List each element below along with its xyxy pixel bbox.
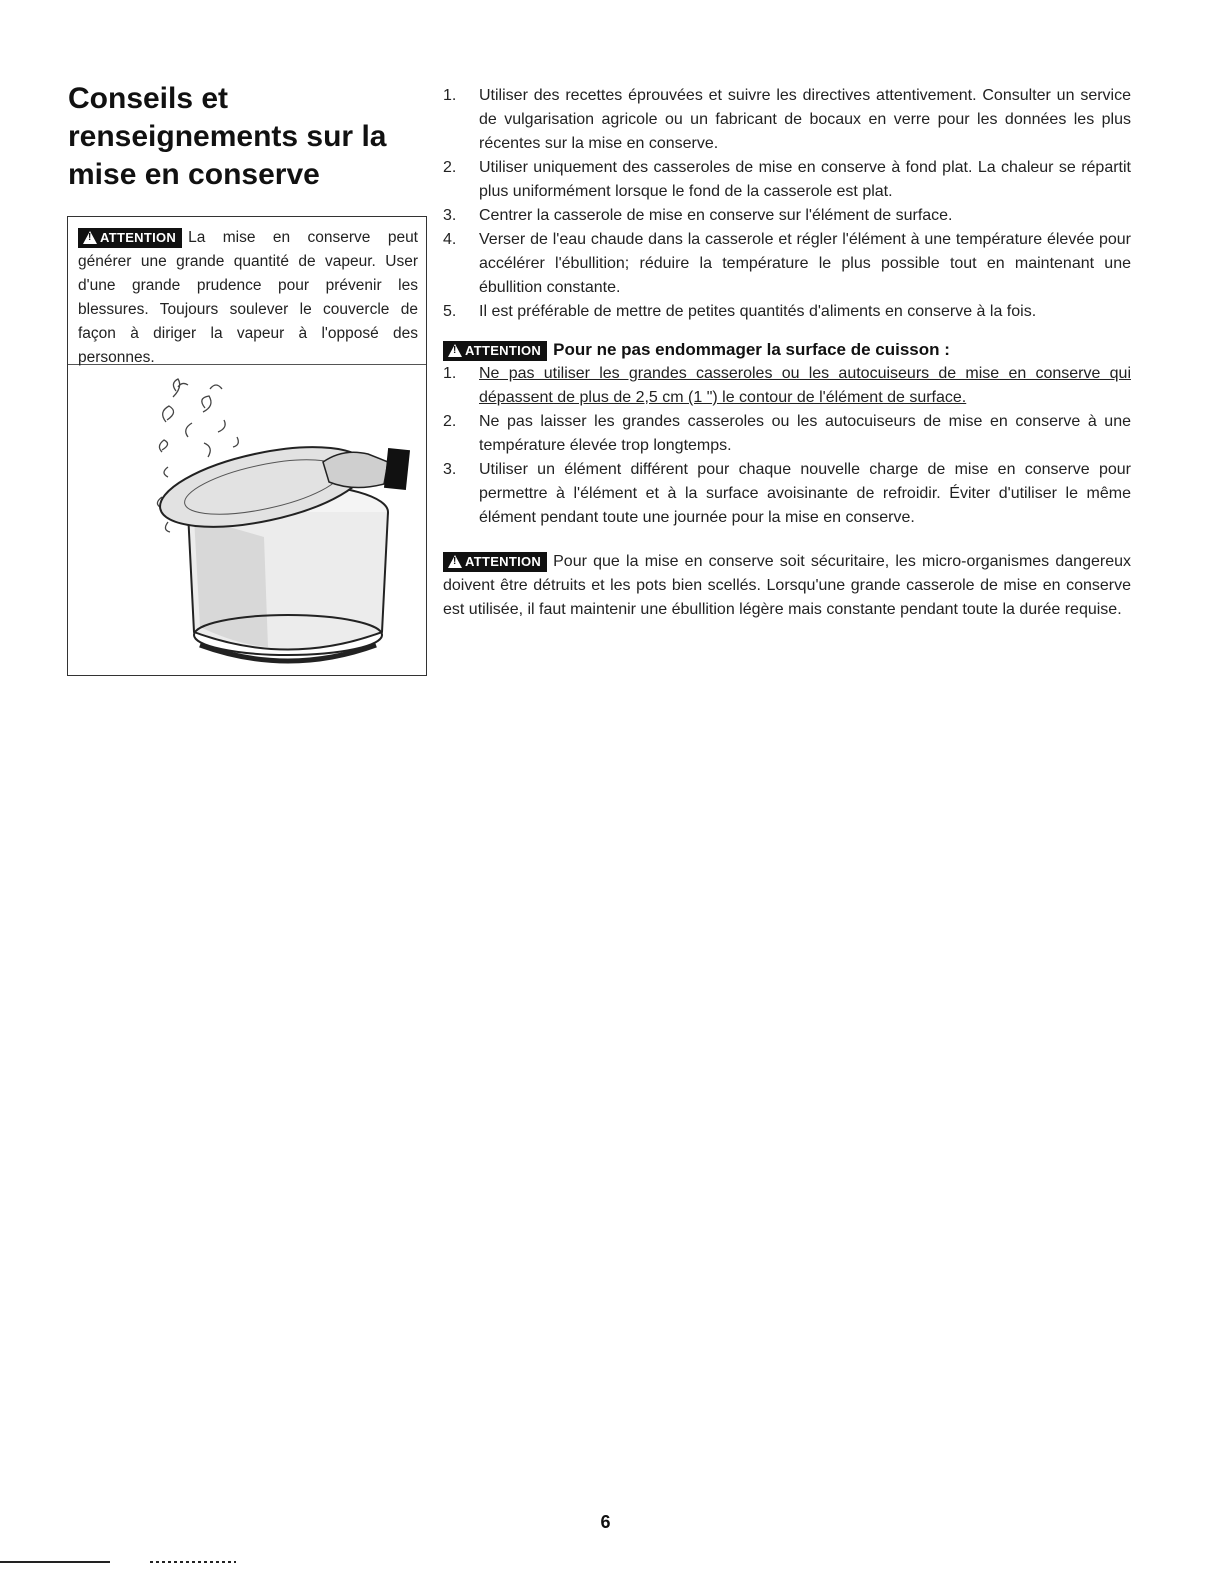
canning-tips-list bbox=[443, 84, 1131, 324]
list-item: 1. Utiliser des recettes éprouvées et suivre les directives attentivement. Consulter un service de vulgarisation agricole ou un fabricant de bocaux en verre pour les données les plus récentes sur la mise en conserve. bbox=[443, 87, 1131, 152]
warning-box-text bbox=[68, 217, 426, 365]
attention-badge: ! ATTENTION bbox=[443, 552, 547, 572]
surface-warning-heading: ! ATTENTION Pour ne pas endommager la surface de cuisson : bbox=[443, 338, 1131, 362]
warning-box bbox=[67, 216, 427, 676]
list-item: 5. Il est préférable de mettre de petites quantités d'aliments en conserve à la fois. bbox=[443, 303, 1037, 320]
warning-text: La mise en conserve peut générer une grande quantité de vapeur. User d'une grande prudence pour prévenir les blessures. Toujours soulever le couvercle de façon à diriger la vapeur à l'opposé des personnes. bbox=[78, 229, 418, 366]
surface-care-list bbox=[443, 362, 1131, 530]
warning-triangle-icon bbox=[83, 231, 97, 244]
list-item: 2. Utiliser uniquement des casseroles de mise en conserve à fond plat. La chaleur se répartit plus uniformément lorsque le fond de la casserole est plat. bbox=[443, 159, 1131, 200]
list-item: 3. Utiliser un élément différent pour chaque nouvelle charge de mise en conserve pour permettre à l'élément et à la surface avoisinante de refroidir. Éviter d'utiliser le même élément pendant toute une journée pour la mise en conserve. bbox=[443, 461, 1131, 526]
attention-badge: ! ATTENTION bbox=[443, 341, 547, 361]
page-title: Conseils et renseignements sur la mise en conserve bbox=[68, 82, 387, 191]
list-item: 4. Verser de l'eau chaude dans la casserole et régler l'élément à une température élevée pour accélérer l'ébullition; réduire la température le plus possible tout en maintenant une ébullition constante. bbox=[443, 231, 1131, 296]
warning-triangle-icon bbox=[448, 555, 462, 568]
list-item: 2. Ne pas laisser les grandes casseroles ou les autocuiseurs de mise en conserve à une température élevée trop longtemps. bbox=[443, 413, 1131, 454]
list-item: 3. Centrer la casserole de mise en conserve sur l'élément de surface. bbox=[443, 207, 953, 224]
list-item: 1. Ne pas utiliser les grandes casseroles ou les autocuiseurs de mise en conserve qui dépassent de plus de 2,5 cm (1 ") le contour de l'élément de surface. bbox=[443, 365, 1131, 406]
warning-triangle-icon bbox=[448, 344, 462, 357]
canning-pot-illustration bbox=[148, 377, 428, 667]
attention-badge: ! ATTENTION bbox=[78, 228, 182, 248]
safety-warning-paragraph: ! ATTENTION Pour que la mise en conserve soit sécuritaire, les micro-organismes dangereux doivent être détruits et les pots bien scellés. Lorsqu'une grande casserole de mise en conserve est utilisée, il faut maintenir une ébullition légère mais constante pendant toute la durée requise. bbox=[443, 550, 1131, 622]
footer-rule bbox=[0, 1561, 236, 1563]
page-number: 6 bbox=[600, 1512, 611, 1532]
right-column bbox=[443, 84, 1131, 622]
